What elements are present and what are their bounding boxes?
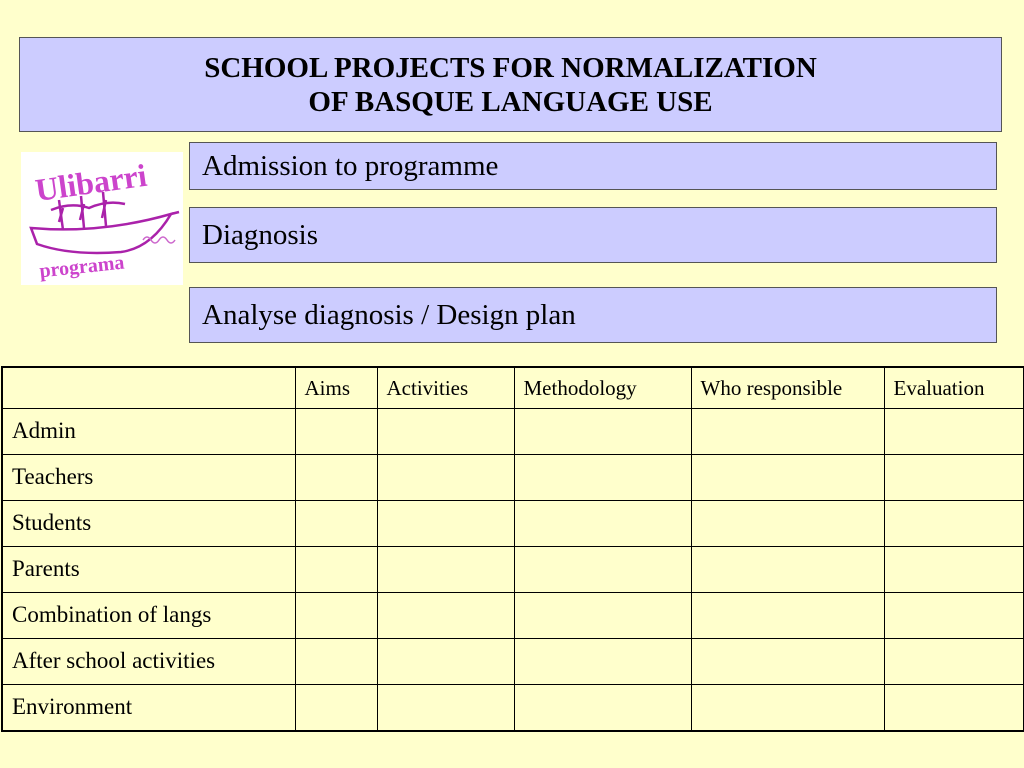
- table-cell: [377, 500, 514, 546]
- table-cell: [884, 409, 1024, 455]
- table-cell: [295, 684, 377, 731]
- table-cell: [514, 409, 691, 455]
- table-cell: [884, 454, 1024, 500]
- table-cell: [514, 500, 691, 546]
- step-design-plan: [189, 287, 997, 343]
- table-row: [2, 592, 1024, 638]
- table-cell: [514, 684, 691, 731]
- header-aims: Aims: [295, 367, 377, 409]
- row-label: Parents: [2, 546, 295, 592]
- title-line-1: SCHOOL PROJECTS FOR NORMALIZATION: [204, 51, 817, 84]
- row-label: After school activities: [2, 638, 295, 684]
- row-label: Admin: [2, 409, 295, 455]
- table-cell: [884, 546, 1024, 592]
- table-cell: [691, 409, 884, 455]
- step-label: Analyse diagnosis / Design plan: [202, 298, 576, 331]
- row-label: Students: [2, 500, 295, 546]
- table-cell: [884, 500, 1024, 546]
- table-cell: [377, 684, 514, 731]
- table-row: [2, 409, 1024, 455]
- row-label: Combination of langs: [2, 592, 295, 638]
- table-row: [2, 500, 1024, 546]
- title-line-2: OF BASQUE LANGUAGE USE: [308, 85, 713, 118]
- table-cell: [691, 454, 884, 500]
- logo-word-bottom: programa: [38, 251, 126, 283]
- logo-word-top: Ulibarri: [32, 156, 149, 209]
- table-cell: [295, 592, 377, 638]
- table-cell: [377, 546, 514, 592]
- table-cell: [884, 684, 1024, 731]
- table-header-row: [2, 367, 1024, 409]
- table-cell: [295, 638, 377, 684]
- table-cell: [295, 500, 377, 546]
- step-label: Admission to programme: [202, 149, 499, 182]
- step-diagnosis: [189, 207, 997, 263]
- table-cell: [691, 546, 884, 592]
- table-cell: [514, 592, 691, 638]
- table-cell: [377, 638, 514, 684]
- header-evaluation: Evaluation: [884, 367, 1024, 409]
- table-cell: [514, 454, 691, 500]
- table-row: [2, 684, 1024, 731]
- table-cell: [691, 684, 884, 731]
- planning-table: [1, 366, 1024, 732]
- table-cell: [514, 638, 691, 684]
- table-row: [2, 454, 1024, 500]
- table-cell: [295, 546, 377, 592]
- table-cell: [691, 500, 884, 546]
- table-cell: [377, 409, 514, 455]
- table-row: [2, 638, 1024, 684]
- table-row: [2, 546, 1024, 592]
- table-cell: [514, 546, 691, 592]
- table-cell: [295, 409, 377, 455]
- table-cell: [691, 592, 884, 638]
- table-cell: [884, 592, 1024, 638]
- table-cell: [377, 592, 514, 638]
- header-who-responsible: Who responsible: [691, 367, 884, 409]
- row-label: Teachers: [2, 454, 295, 500]
- header-activities: Activities: [377, 367, 514, 409]
- header-empty: [2, 367, 295, 409]
- page-title: [19, 37, 1002, 132]
- row-label: Environment: [2, 684, 295, 731]
- header-methodology: Methodology: [514, 367, 691, 409]
- step-admission: [189, 142, 997, 190]
- table-cell: [377, 454, 514, 500]
- ulibarri-logo: [21, 152, 183, 285]
- table-cell: [884, 638, 1024, 684]
- step-label: Diagnosis: [202, 218, 318, 251]
- table-cell: [295, 454, 377, 500]
- table-cell: [691, 638, 884, 684]
